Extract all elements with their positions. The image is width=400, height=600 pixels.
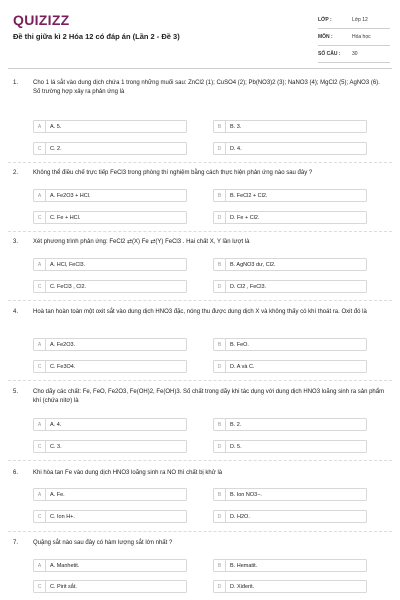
answer-option-b[interactable] [213,120,367,133]
option-letter: A [34,121,46,132]
option-letter: C [34,441,46,452]
option-text: C. Fe3O4. [50,363,76,370]
answer-option-a[interactable] [33,120,187,133]
option-letter: A [34,489,46,500]
answer-option-b[interactable] [213,559,367,572]
option-letter: A [34,560,46,571]
question-text: Cho 1 lá sắt vào dung dịch chứa 1 trong những muối sau: ZnCl2 (1); CuSO4 (2); Pb(NO3)2 (3); NaNO3 (4); MgCl2 (5); AgNO3 (6). Số trường hợp xảy ra phản ứng là [33,80,380,95]
answer-option-c[interactable] [33,580,187,593]
option-text: D. A và C. [230,363,255,370]
option-text: B. Ion NO3−. [230,491,262,498]
option-letter: B [214,339,226,350]
header-divider [8,68,392,69]
answer-option-b[interactable] [213,258,367,271]
option-text: C. Ion H+. [50,513,75,520]
meta-value: 30 [352,51,358,57]
option-text: A. HCl, FeCl3. [50,261,86,268]
meta-key: SỐ CÂU : [318,51,341,57]
option-text: D. Fe + Cl2. [230,214,260,221]
answer-option-b[interactable] [213,418,367,431]
option-text: B. 3. [230,123,242,130]
option-text: B. FeCl2 + Cl2. [230,192,268,199]
option-letter: A [34,190,46,201]
question-number: 2. [13,170,19,176]
option-text: C. 2. [50,145,62,152]
question-divider [8,231,392,232]
answer-option-d[interactable] [213,580,367,593]
option-text: B. 2. [230,421,242,428]
question-text: Hoà tan hoàn toàn một oxit sắt vào dung dịch HNO3 đặc, nóng thu được dung dịch X và không thấy có khí thoát ra. Oxit đó là [33,309,367,315]
option-letter: B [214,419,226,430]
option-letter: C [34,511,46,522]
question-number: 3. [13,239,19,245]
answer-option-d[interactable] [213,211,367,224]
option-letter: B [214,489,226,500]
option-text: A. Fe2O3 + HCl. [50,192,91,199]
answer-option-d[interactable] [213,142,367,155]
option-letter: A [34,419,46,430]
page-title: Đề thi giữa kì 2 Hóa 12 có đáp án (Lần 2 - Đề 3) [13,32,180,41]
answer-option-d[interactable] [213,360,367,373]
option-text: D. 5. [230,443,242,450]
option-letter: B [214,121,226,132]
meta-value: Lớp 12 [352,17,368,23]
option-letter: D [214,281,226,292]
option-text: C. 3. [50,443,62,450]
meta-row-class [318,12,390,29]
option-letter: C [34,143,46,154]
meta-value: Hóa học [352,34,371,40]
answer-option-d[interactable] [213,280,367,293]
option-letter: C [34,212,46,223]
answer-option-a[interactable] [33,258,187,271]
option-letter: C [34,581,46,592]
answer-option-c[interactable] [33,280,187,293]
option-letter: D [214,511,226,522]
option-text: D. 4. [230,145,242,152]
meta-key: MÔN : [318,34,333,40]
answer-option-a[interactable] [33,418,187,431]
question-number: 6. [13,470,19,476]
option-letter: B [214,190,226,201]
question-divider [8,380,392,381]
meta-row-subject [318,29,390,46]
option-letter: D [214,143,226,154]
option-text: A. Fe. [50,491,65,498]
question-text: Xét phương trình phản ứng: FeCl2 ⇄(X) Fe ⇄(Y) FeCl3 . Hai chất X, Y lần lượt là [33,239,250,245]
question-number: 7. [13,540,19,546]
question-divider [8,162,392,163]
option-text: D. H2O. [230,513,250,520]
question-number: 1. [13,80,19,86]
question-divider [8,531,392,532]
option-letter: C [34,281,46,292]
option-letter: A [34,259,46,270]
option-letter: C [34,361,46,372]
answer-option-d[interactable] [213,510,367,523]
question-number: 4. [13,309,19,315]
option-text: D. Xiđerit. [230,583,255,590]
question-number: 5. [13,389,19,395]
option-text: A. 5. [50,123,62,130]
question-divider [8,460,392,461]
question-text: Khi hòa tan Fe vào dung dịch HNO3 loãng sinh ra NO thì chất bị khử là [33,470,223,476]
option-letter: B [214,259,226,270]
option-text: B. FeO. [230,341,249,348]
answer-option-c[interactable] [33,440,187,453]
answer-option-a[interactable] [33,189,187,202]
option-text: B. Hematit. [230,562,258,569]
option-text: C. Pirit sắt. [50,583,77,590]
answer-option-a[interactable] [33,488,187,501]
question-text: Cho dãy các chất: Fe, FeO, Fe2O3, Fe(OH)2, Fe(OH)3. Số chất trong dãy khi tác dụng với dung dịch HNO3 loãng sinh ra sản phẩm khí (chứa nitơ) là [33,389,385,404]
option-letter: D [214,361,226,372]
option-text: A. 4. [50,421,62,428]
option-text: B. AgNO3 dư, Cl2. [230,261,276,268]
option-letter: D [214,212,226,223]
option-letter: D [214,441,226,452]
meta-key: LỚP : [318,17,332,23]
answer-option-b[interactable] [213,189,367,202]
option-letter: A [34,339,46,350]
answer-option-c[interactable] [33,211,187,224]
meta-table [318,12,390,63]
answer-option-b[interactable] [213,338,367,351]
answer-option-a[interactable] [33,338,187,351]
option-letter: D [214,581,226,592]
question-divider [8,300,392,301]
answer-option-c[interactable] [33,510,187,523]
quizizz-logo: QUIZIZZ [13,12,70,28]
answer-option-c[interactable] [33,142,187,155]
meta-row-count [318,46,390,63]
option-text: A. Manhetit. [50,562,80,569]
answer-option-a[interactable] [33,559,187,572]
question-text: Không thể điều chế trực tiếp FeCl3 trong phòng thí nghiệm bằng cách thực hiện phản ứng nào sau đây ? [33,170,313,176]
answer-option-d[interactable] [213,440,367,453]
option-text: C. FeCl3 , Cl2. [50,283,87,290]
option-text: C. Fe + HCl. [50,214,81,221]
option-text: A. Fe2O3. [50,341,76,348]
question-text: Quặng sắt nào sau đây có hàm lượng sắt lớn nhất ? [33,540,173,546]
option-letter: B [214,560,226,571]
answer-option-b[interactable] [213,488,367,501]
answer-option-c[interactable] [33,360,187,373]
option-text: D. Cl2 , FeCl3. [230,283,267,290]
